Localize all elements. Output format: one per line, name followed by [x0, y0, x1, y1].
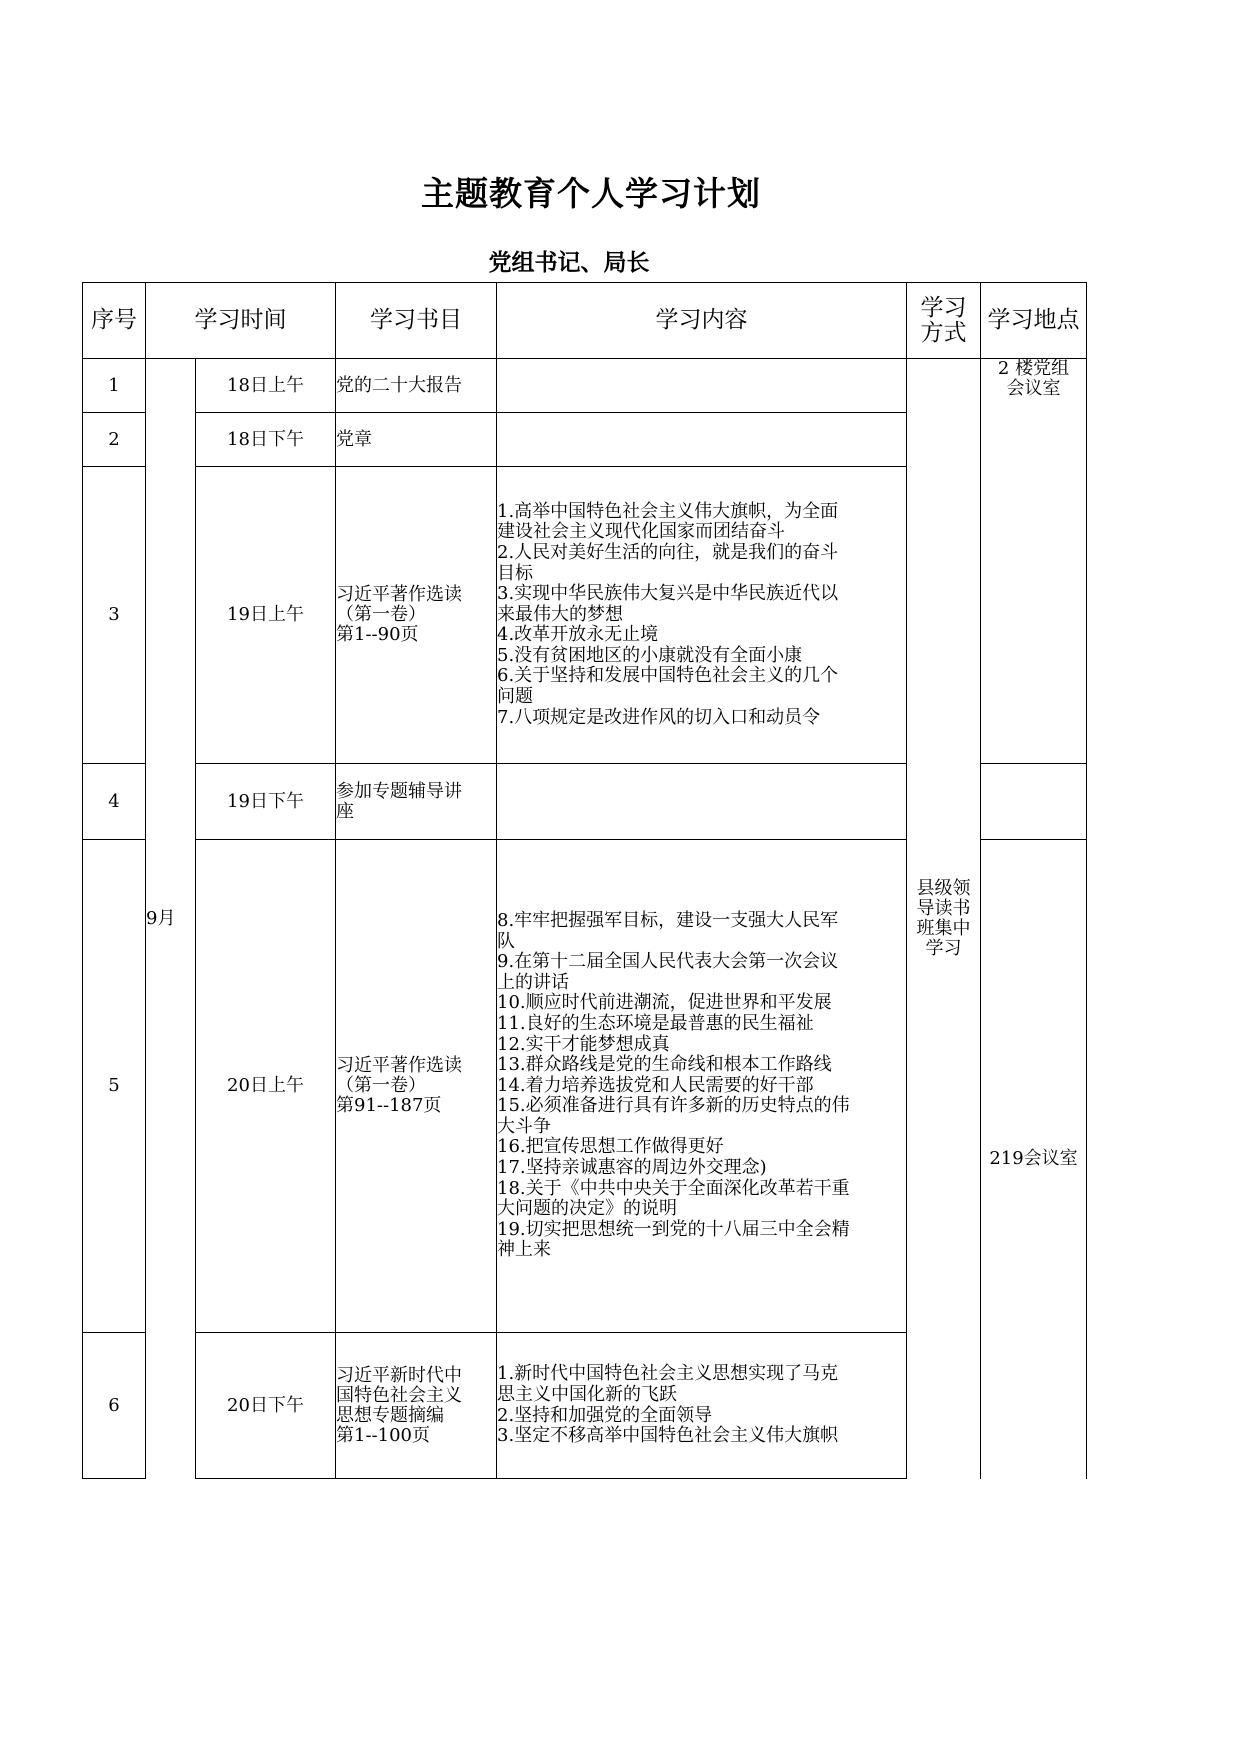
study-place-empty — [981, 764, 1087, 840]
text-line: 大问题的决定》的说明 — [497, 1198, 677, 1220]
text-line: 15.必须准备进行具有许多新的历史特点的伟 — [497, 1095, 850, 1117]
row-content — [497, 359, 907, 413]
row-time: 19日上午 — [196, 467, 336, 764]
text-line: 第1--90页 — [336, 624, 419, 645]
row-no: 4 — [83, 764, 146, 840]
header-mode-line1: 学习 — [920, 295, 967, 322]
text-line: 习近平新时代中 — [336, 1364, 462, 1386]
text-line: 8.牢牢把握强军目标，建设一支强大人民军 — [497, 909, 839, 931]
page-subtitle: 党组书记、局长 — [488, 250, 650, 276]
text-line: 习近平著作选读 — [336, 584, 462, 605]
row-book — [336, 764, 497, 840]
row-time: 18日下午 — [196, 413, 336, 467]
text-line: 思主义中国化新的飞跃 — [497, 1383, 677, 1405]
text-line: 参加专题辅导讲 — [336, 780, 462, 802]
text-line: 5.没有贫困地区的小康就没有全面小康 — [497, 644, 803, 666]
text-line: 14.着力培养选拔党和人民需要的好干部 — [497, 1074, 814, 1096]
row-content — [497, 467, 907, 764]
study-plan-table — [82, 282, 1087, 1479]
text-line: 座 — [336, 800, 354, 822]
text-line: 上的讲话 — [497, 971, 569, 993]
row-content — [497, 764, 907, 840]
text-line: 9.在第十二届全国人民代表大会第一次会议 — [497, 951, 839, 973]
row-no: 2 — [83, 413, 146, 467]
text-line: 导读书 — [916, 897, 971, 919]
text-line: 会议室 — [1006, 378, 1061, 399]
text-line: 问题 — [497, 686, 533, 708]
text-line: 13.群众路线是党的生命线和根本工作路线 — [497, 1054, 832, 1076]
row-time: 20日上午 — [196, 840, 336, 1333]
row-no: 1 — [83, 359, 146, 413]
row-book — [336, 467, 497, 764]
text-line: 1.高举中国特色社会主义伟大旗帜，为全面 — [497, 500, 839, 522]
text-line: 大斗争 — [497, 1115, 551, 1137]
row-content — [497, 413, 907, 467]
text-line: 2.人民对美好生活的向往，就是我们的奋斗 — [497, 541, 839, 563]
row-time: 19日下午 — [196, 764, 336, 840]
text-line: 第1--100页 — [336, 1424, 430, 1446]
study-place-cell-b: 219会议室 — [981, 840, 1087, 1479]
text-line: 19.切实把思想统一到党的十八届三中全会精 — [497, 1218, 850, 1240]
text-line: （第一卷） — [336, 1075, 426, 1096]
text-line: 班集中 — [916, 917, 971, 939]
row-book — [336, 413, 497, 467]
text-line: 1.新时代中国特色社会主义思想实现了马克 — [497, 1363, 839, 1385]
row-time: 20日下午 — [196, 1333, 336, 1479]
row-book — [336, 840, 497, 1333]
header-mode-line2: 方式 — [920, 319, 967, 346]
table-row — [83, 359, 1087, 413]
text-line: 11.良好的生态环境是最普惠的民生福祉 — [497, 1012, 814, 1034]
text-line: 12.实干才能梦想成真 — [497, 1033, 670, 1055]
row-no: 5 — [83, 840, 146, 1333]
text-line: 神上来 — [497, 1239, 551, 1261]
row-time: 18日上午 — [196, 359, 336, 413]
text-line: 4.改革开放永无止境 — [497, 624, 659, 646]
row-content — [497, 1333, 907, 1479]
text-line: 目标 — [497, 562, 533, 584]
text-line: 16.把宣传思想工作做得更好 — [497, 1136, 724, 1158]
row-content — [497, 840, 907, 1333]
text-line: 党章 — [336, 428, 372, 450]
text-line: 学习 — [925, 937, 962, 959]
text-line: 6.关于坚持和发展中国特色社会主义的几个 — [497, 665, 839, 687]
text-line: 思想专题摘编 — [336, 1404, 444, 1426]
text-line: 党的二十大报告 — [336, 374, 462, 396]
text-line: 7.八项规定是改进作风的切入口和动员令 — [497, 706, 821, 728]
row-book — [336, 359, 497, 413]
text-line: 17.坚持亲诚惠容的周边外交理念) — [497, 1157, 767, 1179]
text-line: 习近平著作选读 — [336, 1055, 462, 1076]
header-time: 学习时间 — [146, 283, 336, 359]
text-line: 2.坚持和加强党的全面领导 — [497, 1404, 713, 1426]
text-line: 队 — [497, 930, 515, 952]
row-no: 6 — [83, 1333, 146, 1479]
header-content: 学习内容 — [497, 283, 907, 359]
header-no: 序号 — [83, 283, 146, 359]
header-mode — [907, 283, 981, 359]
text-line: 18.关于《中共中央关于全面深化改革若干重 — [497, 1177, 850, 1199]
text-line: 国特色社会主义 — [336, 1384, 462, 1406]
header-place: 学习地点 — [981, 283, 1087, 359]
row-book — [336, 1333, 497, 1479]
study-mode-cell — [907, 359, 981, 1479]
text-line: （第一卷） — [336, 604, 426, 625]
text-line: 来最伟大的梦想 — [497, 603, 623, 625]
text-line: 2 楼党组 — [997, 358, 1070, 379]
text-line: 3.实现中华民族伟大复兴是中华民族近代以 — [497, 583, 839, 605]
month-cell: 9月 — [146, 359, 196, 1479]
text-line: 建设社会主义现代化国家而团结奋斗 — [497, 521, 785, 543]
study-place-cell-a — [981, 359, 1087, 764]
row-no: 3 — [83, 467, 146, 764]
page-title: 主题教育个人学习计划 — [421, 174, 761, 213]
header-book: 学习书目 — [336, 283, 497, 359]
text-line: 第91--187页 — [336, 1095, 442, 1116]
text-line: 县级领 — [916, 877, 971, 899]
text-line: 10.顺应时代前进潮流，促进世界和平发展 — [497, 992, 832, 1014]
text-line: 3.坚定不移高举中国特色社会主义伟大旗帜 — [497, 1425, 839, 1447]
header-row — [83, 283, 1087, 359]
